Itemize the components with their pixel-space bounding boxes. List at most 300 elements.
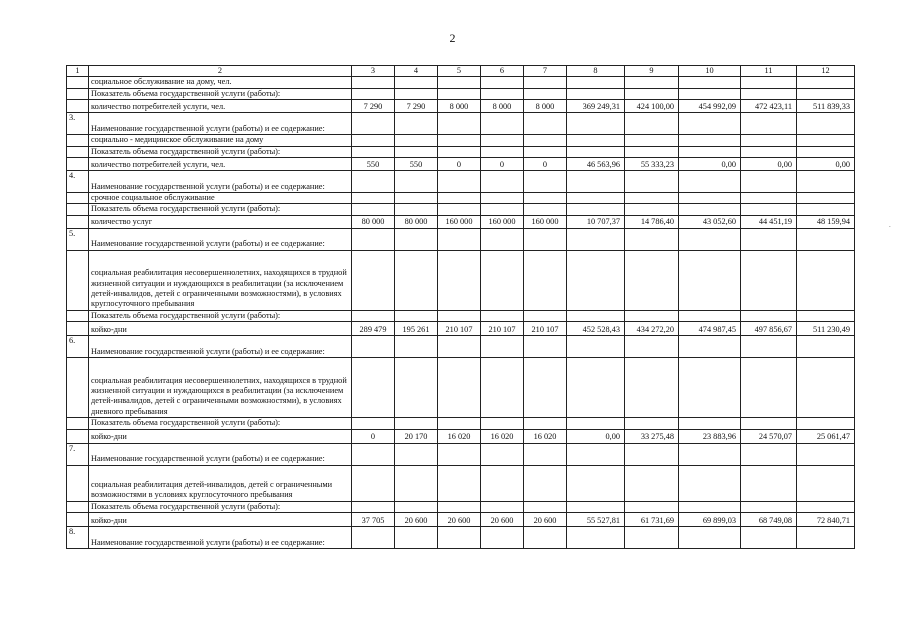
value-cell — [625, 88, 679, 99]
row-number: 5. — [67, 228, 89, 250]
value-cell — [481, 336, 524, 358]
value-cell — [438, 358, 481, 418]
value-cell: 210 107 — [438, 322, 481, 336]
value-cell — [797, 113, 855, 135]
value-cell: 23 883,96 — [679, 429, 741, 443]
value-cell — [395, 358, 438, 418]
value-cell — [679, 418, 741, 429]
column-header: 5 — [438, 66, 481, 77]
value-cell — [438, 465, 481, 501]
value-cell — [625, 77, 679, 88]
value-cell — [438, 135, 481, 146]
value-cell — [679, 250, 741, 310]
value-cell: 43 052,60 — [679, 215, 741, 228]
value-cell — [741, 88, 797, 99]
value-cell: 16 020 — [438, 429, 481, 443]
value-cell — [741, 171, 797, 193]
value-cell: 424 100,00 — [625, 100, 679, 113]
value-cell: 20 600 — [481, 513, 524, 527]
value-cell — [797, 204, 855, 215]
value-cell — [625, 135, 679, 146]
row-label: Наименование государственной услуги (работы) и ее содержание: — [89, 171, 352, 193]
row-number: 3. — [67, 113, 89, 135]
value-cell: 0 — [524, 158, 567, 171]
table-row — [67, 429, 855, 443]
value-cell — [679, 113, 741, 135]
row-label: социально - медицинское обслуживание на дому — [89, 135, 352, 146]
services-table — [66, 65, 855, 549]
value-cell — [567, 77, 625, 88]
value-cell — [524, 113, 567, 135]
value-cell: 24 570,07 — [741, 429, 797, 443]
table-row — [67, 250, 855, 310]
value-cell — [625, 336, 679, 358]
value-cell — [741, 135, 797, 146]
value-cell — [524, 135, 567, 146]
column-header: 12 — [797, 66, 855, 77]
value-cell — [797, 310, 855, 321]
value-cell — [679, 336, 741, 358]
value-cell — [679, 193, 741, 204]
value-cell — [395, 336, 438, 358]
row-label: количество потребителей услуги, чел. — [89, 158, 352, 171]
value-cell — [567, 228, 625, 250]
value-cell — [438, 250, 481, 310]
value-cell: 80 000 — [352, 215, 395, 228]
row-number — [67, 146, 89, 157]
value-cell — [481, 465, 524, 501]
row-label: социальное обслуживание на дому, чел. — [89, 77, 352, 88]
value-cell — [352, 336, 395, 358]
value-cell — [438, 193, 481, 204]
value-cell — [567, 418, 625, 429]
row-number — [67, 77, 89, 88]
value-cell: 44 451,19 — [741, 215, 797, 228]
value-cell — [352, 88, 395, 99]
value-cell — [524, 336, 567, 358]
value-cell — [481, 113, 524, 135]
value-cell — [679, 443, 741, 465]
value-cell — [395, 465, 438, 501]
value-cell — [625, 501, 679, 512]
value-cell — [797, 171, 855, 193]
value-cell: 497 856,67 — [741, 322, 797, 336]
value-cell — [741, 465, 797, 501]
value-cell — [524, 250, 567, 310]
table-row — [67, 146, 855, 157]
value-cell — [625, 358, 679, 418]
column-header: 9 — [625, 66, 679, 77]
value-cell — [438, 527, 481, 549]
value-cell — [438, 443, 481, 465]
value-cell: 452 528,43 — [567, 322, 625, 336]
value-cell — [352, 250, 395, 310]
row-label: Показатель объема государственной услуги (работы): — [89, 310, 352, 321]
value-cell — [438, 77, 481, 88]
value-cell: 14 786,40 — [625, 215, 679, 228]
value-cell — [395, 310, 438, 321]
value-cell — [438, 310, 481, 321]
value-cell — [741, 228, 797, 250]
value-cell — [438, 228, 481, 250]
table-row — [67, 88, 855, 99]
value-cell: 8 000 — [524, 100, 567, 113]
value-cell — [679, 88, 741, 99]
column-header: 2 — [89, 66, 352, 77]
value-cell: 16 020 — [481, 429, 524, 443]
value-cell — [797, 501, 855, 512]
value-cell — [797, 77, 855, 88]
value-cell — [797, 228, 855, 250]
page-number: 2 — [449, 31, 456, 45]
row-label: Наименование государственной услуги (работы) и ее содержание: — [89, 228, 352, 250]
value-cell: 369 249,31 — [567, 100, 625, 113]
value-cell: 160 000 — [481, 215, 524, 228]
value-cell: 69 899,03 — [679, 513, 741, 527]
value-cell — [567, 113, 625, 135]
value-cell — [741, 113, 797, 135]
table-row — [67, 204, 855, 215]
table-row — [67, 77, 855, 88]
value-cell: 55 333,23 — [625, 158, 679, 171]
value-cell — [395, 77, 438, 88]
row-number — [67, 100, 89, 113]
value-cell: 511 839,33 — [797, 100, 855, 113]
value-cell: 210 107 — [524, 322, 567, 336]
column-header: 3 — [352, 66, 395, 77]
value-cell — [797, 135, 855, 146]
value-cell — [481, 135, 524, 146]
value-cell — [741, 250, 797, 310]
value-cell — [625, 310, 679, 321]
value-cell: 0 — [481, 158, 524, 171]
value-cell — [438, 171, 481, 193]
value-cell: 37 705 — [352, 513, 395, 527]
value-cell — [524, 228, 567, 250]
value-cell — [481, 527, 524, 549]
value-cell — [481, 501, 524, 512]
value-cell — [395, 418, 438, 429]
value-cell: 472 423,11 — [741, 100, 797, 113]
value-cell — [438, 146, 481, 157]
value-cell: 195 261 — [395, 322, 438, 336]
table-row — [67, 310, 855, 321]
row-number — [67, 429, 89, 443]
value-cell — [741, 146, 797, 157]
value-cell — [797, 88, 855, 99]
row-label: Показатель объема государственной услуги (работы): — [89, 204, 352, 215]
row-label: койко-дни — [89, 322, 352, 336]
value-cell — [438, 113, 481, 135]
table-row — [67, 418, 855, 429]
value-cell — [481, 418, 524, 429]
value-cell — [679, 501, 741, 512]
table-row — [67, 465, 855, 501]
table-row — [67, 135, 855, 146]
column-header: 8 — [567, 66, 625, 77]
value-cell: 48 159,94 — [797, 215, 855, 228]
value-cell — [797, 358, 855, 418]
value-cell — [797, 418, 855, 429]
value-cell — [797, 146, 855, 157]
value-cell — [567, 465, 625, 501]
table-row — [67, 336, 855, 358]
value-cell — [395, 193, 438, 204]
value-cell — [741, 443, 797, 465]
row-number: 6. — [67, 336, 89, 358]
value-cell — [679, 171, 741, 193]
value-cell — [481, 171, 524, 193]
row-number — [67, 250, 89, 310]
value-cell — [481, 358, 524, 418]
value-cell — [679, 358, 741, 418]
value-cell — [567, 204, 625, 215]
row-number — [67, 215, 89, 228]
value-cell — [481, 193, 524, 204]
value-cell: 160 000 — [524, 215, 567, 228]
value-cell — [679, 228, 741, 250]
table-row — [67, 158, 855, 171]
value-cell — [352, 113, 395, 135]
column-header: 4 — [395, 66, 438, 77]
value-cell — [625, 193, 679, 204]
value-cell — [567, 135, 625, 146]
row-number: 7. — [67, 443, 89, 465]
value-cell — [679, 77, 741, 88]
value-cell — [797, 443, 855, 465]
row-label: Показатель объема государственной услуги (работы): — [89, 418, 352, 429]
value-cell — [395, 135, 438, 146]
value-cell: 454 992,09 — [679, 100, 741, 113]
row-number — [67, 158, 89, 171]
row-number — [67, 418, 89, 429]
row-number — [67, 465, 89, 501]
value-cell: 61 731,69 — [625, 513, 679, 527]
value-cell — [524, 146, 567, 157]
value-cell — [741, 193, 797, 204]
table-row — [67, 100, 855, 113]
value-cell — [352, 193, 395, 204]
value-cell — [524, 193, 567, 204]
value-cell — [395, 88, 438, 99]
value-cell — [741, 204, 797, 215]
value-cell: 20 600 — [524, 513, 567, 527]
row-label: количество потребителей услуги, чел. — [89, 100, 352, 113]
value-cell — [395, 250, 438, 310]
value-cell: 7 290 — [395, 100, 438, 113]
value-cell — [481, 77, 524, 88]
value-cell — [481, 250, 524, 310]
table-row — [67, 113, 855, 135]
value-cell — [395, 113, 438, 135]
value-cell — [481, 310, 524, 321]
side-mark: . — [889, 221, 891, 229]
header-row — [67, 66, 855, 77]
value-cell — [481, 228, 524, 250]
value-cell — [352, 358, 395, 418]
value-cell — [395, 228, 438, 250]
row-label: Показатель объема государственной услуги (работы): — [89, 88, 352, 99]
value-cell — [438, 336, 481, 358]
value-cell — [481, 443, 524, 465]
value-cell — [625, 228, 679, 250]
value-cell: 16 020 — [524, 429, 567, 443]
value-cell — [524, 418, 567, 429]
value-cell — [625, 527, 679, 549]
value-cell — [524, 358, 567, 418]
value-cell: 80 000 — [395, 215, 438, 228]
value-cell — [524, 501, 567, 512]
value-cell — [741, 501, 797, 512]
value-cell — [352, 146, 395, 157]
value-cell — [352, 310, 395, 321]
row-label: количество услуг — [89, 215, 352, 228]
row-number — [67, 193, 89, 204]
value-cell: 511 230,49 — [797, 322, 855, 336]
value-cell — [524, 527, 567, 549]
value-cell — [352, 418, 395, 429]
value-cell: 0,00 — [567, 429, 625, 443]
row-label: Наименование государственной услуги (работы) и ее содержание: — [89, 113, 352, 135]
value-cell — [438, 204, 481, 215]
value-cell — [797, 250, 855, 310]
value-cell — [395, 171, 438, 193]
value-cell — [741, 527, 797, 549]
value-cell: 33 275,48 — [625, 429, 679, 443]
value-cell — [352, 228, 395, 250]
value-cell — [438, 418, 481, 429]
value-cell — [625, 250, 679, 310]
value-cell — [481, 88, 524, 99]
column-header: 11 — [741, 66, 797, 77]
value-cell — [352, 77, 395, 88]
value-cell — [567, 527, 625, 549]
value-cell: 20 170 — [395, 429, 438, 443]
value-cell — [797, 465, 855, 501]
value-cell: 20 600 — [438, 513, 481, 527]
value-cell — [625, 146, 679, 157]
value-cell — [395, 527, 438, 549]
value-cell: 68 749,08 — [741, 513, 797, 527]
value-cell: 20 600 — [395, 513, 438, 527]
value-cell — [679, 146, 741, 157]
value-cell: 8 000 — [481, 100, 524, 113]
value-cell: 550 — [352, 158, 395, 171]
value-cell — [741, 358, 797, 418]
value-cell — [352, 443, 395, 465]
value-cell: 8 000 — [438, 100, 481, 113]
value-cell — [524, 465, 567, 501]
value-cell — [352, 135, 395, 146]
value-cell — [741, 418, 797, 429]
table-row — [67, 228, 855, 250]
value-cell: 0,00 — [741, 158, 797, 171]
value-cell — [524, 77, 567, 88]
value-cell — [797, 527, 855, 549]
value-cell — [625, 443, 679, 465]
value-cell: 10 707,37 — [567, 215, 625, 228]
value-cell — [395, 204, 438, 215]
row-number — [67, 322, 89, 336]
value-cell — [625, 204, 679, 215]
value-cell — [438, 88, 481, 99]
value-cell: 434 272,20 — [625, 322, 679, 336]
value-cell — [679, 527, 741, 549]
value-cell — [524, 171, 567, 193]
value-cell: 55 527,81 — [567, 513, 625, 527]
column-header: 6 — [481, 66, 524, 77]
row-label: срочное социальное обслуживание — [89, 193, 352, 204]
row-number — [67, 204, 89, 215]
table-row — [67, 513, 855, 527]
value-cell — [352, 501, 395, 512]
value-cell — [438, 501, 481, 512]
value-cell: 25 061,47 — [797, 429, 855, 443]
value-cell — [797, 336, 855, 358]
row-label: социальная реабилитация детей-инвалидов, детей с ограниченными возможностями в условиях круглосуточного пребывания — [89, 465, 352, 501]
value-cell — [567, 250, 625, 310]
value-cell — [741, 310, 797, 321]
value-cell: 160 000 — [438, 215, 481, 228]
row-number: 8. — [67, 527, 89, 549]
value-cell: 474 987,45 — [679, 322, 741, 336]
row-number: 4. — [67, 171, 89, 193]
value-cell: 0 — [438, 158, 481, 171]
row-label: койко-дни — [89, 429, 352, 443]
value-cell — [395, 146, 438, 157]
row-number — [67, 88, 89, 99]
value-cell — [741, 77, 797, 88]
table-row — [67, 443, 855, 465]
row-label: Наименование государственной услуги (работы) и ее содержание: — [89, 443, 352, 465]
value-cell — [741, 336, 797, 358]
value-cell — [524, 88, 567, 99]
row-label: социальная реабилитация несовершеннолетних, находящихся в трудной жизненной ситуации и нуждающихся в реабилитации (за исключением детей-инвалидов, детей с ограниченными возможностями), в условиях круглосуточного пребывания — [89, 250, 352, 310]
value-cell: 0,00 — [797, 158, 855, 171]
value-cell — [352, 465, 395, 501]
value-cell — [679, 465, 741, 501]
value-cell — [625, 465, 679, 501]
value-cell — [567, 358, 625, 418]
row-label: Показатель объема государственной услуги (работы): — [89, 146, 352, 157]
value-cell: 210 107 — [481, 322, 524, 336]
table-row — [67, 501, 855, 512]
value-cell — [567, 146, 625, 157]
table-row — [67, 193, 855, 204]
value-cell — [567, 171, 625, 193]
value-cell — [395, 501, 438, 512]
value-cell — [352, 171, 395, 193]
value-cell — [625, 113, 679, 135]
row-number — [67, 310, 89, 321]
table-row — [67, 527, 855, 549]
column-header: 10 — [679, 66, 741, 77]
value-cell — [524, 443, 567, 465]
value-cell — [481, 146, 524, 157]
row-number — [67, 501, 89, 512]
row-label: Наименование государственной услуги (работы) и ее содержание: — [89, 336, 352, 358]
value-cell — [679, 204, 741, 215]
value-cell — [797, 193, 855, 204]
table-row — [67, 358, 855, 418]
value-cell — [395, 443, 438, 465]
value-cell — [481, 204, 524, 215]
value-cell — [567, 443, 625, 465]
row-label: койко-дни — [89, 513, 352, 527]
value-cell — [625, 418, 679, 429]
value-cell — [352, 527, 395, 549]
value-cell: 0 — [352, 429, 395, 443]
